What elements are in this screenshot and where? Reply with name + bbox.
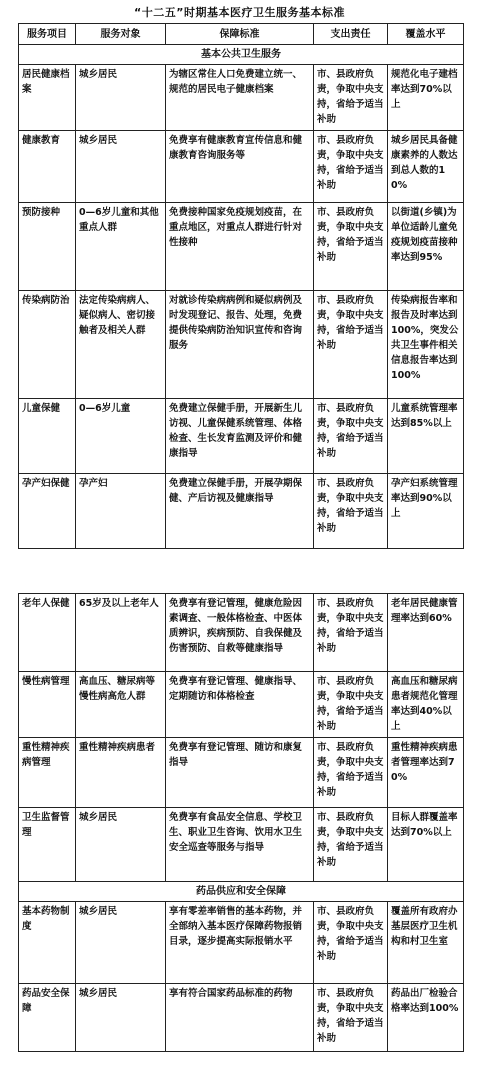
cell-responsibility: 市、县政府负责，争取中央支持，省给予适当补助 — [314, 738, 388, 808]
cell-item: 健康教育 — [19, 131, 76, 203]
cell-standard: 享有零差率销售的基本药物，并全部纳入基本医疗保障药物报销目录，逐步提高实际报销水平 — [166, 902, 314, 984]
cell-target: 城乡居民 — [76, 984, 166, 1052]
cell-coverage: 目标人群覆盖率达到70%以上 — [388, 808, 464, 882]
cell-item: 药品安全保障 — [19, 984, 76, 1052]
cell-responsibility: 市、县政府负责，争取中央支持，省给予适当补助 — [314, 291, 388, 399]
cell-responsibility: 市、县政府负责，争取中央支持，省给予适当补助 — [314, 474, 388, 549]
section-row — [19, 882, 464, 902]
cell-coverage: 重性精神疾病患者管理率达到70% — [388, 738, 464, 808]
table-row — [19, 131, 464, 203]
cell-target: 0—6岁儿童和其他重点人群 — [76, 203, 166, 291]
header-coverage: 覆盖水平 — [388, 24, 464, 45]
cell-coverage: 孕产妇系统管理率达到90%以上 — [388, 474, 464, 549]
cell-item: 慢性病管理 — [19, 672, 76, 738]
cell-item: 基本药物制度 — [19, 902, 76, 984]
cell-target: 城乡居民 — [76, 808, 166, 882]
cell-item: 卫生监督管理 — [19, 808, 76, 882]
header-row — [19, 24, 464, 45]
cell-standard: 免费建立保健手册，开展孕期保健、产后访视及健康指导 — [166, 474, 314, 549]
cell-coverage: 儿童系统管理率达到85%以上 — [388, 399, 464, 474]
cell-standard: 免费享有健康教育宣传信息和健康教育咨询服务等 — [166, 131, 314, 203]
standards-table-part2 — [18, 593, 464, 1052]
header-responsibility: 支出责任 — [314, 24, 388, 45]
cell-responsibility: 市、县政府负责，争取中央支持，省给予适当补助 — [314, 808, 388, 882]
cell-standard: 为辖区常住人口免费建立统一、规范的居民电子健康档案 — [166, 65, 314, 131]
cell-item: 老年人保健 — [19, 594, 76, 672]
cell-responsibility: 市、县政府负责，争取中央支持，省给予适当补助 — [314, 672, 388, 738]
cell-target: 法定传染病病人、疑似病人、密切接触者及相关人群 — [76, 291, 166, 399]
cell-item: 重性精神疾病管理 — [19, 738, 76, 808]
table-row — [19, 738, 464, 808]
cell-standard: 免费享有登记管理，健康危险因素调查、一般体格检查、中医体质辨识，疾病预防、自我保健及伤害预防、自救等健康指导 — [166, 594, 314, 672]
cell-responsibility: 市、县政府负责，争取中央支持，省给予适当补助 — [314, 594, 388, 672]
cell-target: 65岁及以上老年人 — [76, 594, 166, 672]
table-row — [19, 291, 464, 399]
table-row — [19, 594, 464, 672]
table-row — [19, 65, 464, 131]
cell-standard: 免费享有食品安全信息、学校卫生、职业卫生咨询、饮用水卫生安全巡查等服务与指导 — [166, 808, 314, 882]
section-title: 药品供应和安全保障 — [19, 882, 464, 902]
cell-target: 重性精神疾病患者 — [76, 738, 166, 808]
cell-target: 高血压、糖尿病等慢性病高危人群 — [76, 672, 166, 738]
cell-responsibility: 市、县政府负责，争取中央支持，省给予适当补助 — [314, 399, 388, 474]
cell-standard: 免费享有登记管理、随访和康复指导 — [166, 738, 314, 808]
cell-target: 孕产妇 — [76, 474, 166, 549]
cell-coverage: 高血压和糖尿病患者规范化管理率达到40%以上 — [388, 672, 464, 738]
cell-responsibility: 市、县政府负责，争取中央支持，省给予适当补助 — [314, 131, 388, 203]
cell-item: 传染病防治 — [19, 291, 76, 399]
cell-coverage: 传染病报告率和报告及时率达到100%，突发公共卫生事件相关信息报告率达到100% — [388, 291, 464, 399]
cell-standard: 对就诊传染病病例和疑似病例及时发现登记、报告、处理，免费提供传染病防治知识宣传和咨询服务 — [166, 291, 314, 399]
cell-responsibility: 市、县政府负责，争取中央支持，省给予适当补助 — [314, 984, 388, 1052]
cell-coverage: 覆盖所有政府办基层医疗卫生机构和村卫生室 — [388, 902, 464, 984]
cell-standard: 享有符合国家药品标准的药物 — [166, 984, 314, 1052]
cell-coverage: 药品出厂检验合格率达到100% — [388, 984, 464, 1052]
section-title: 基本公共卫生服务 — [19, 45, 464, 65]
cell-responsibility: 市、县政府负责，争取中央支持，省给予适当补助 — [314, 902, 388, 984]
cell-coverage: 城乡居民具备健康素养的人数达到总人数的10% — [388, 131, 464, 203]
cell-standard: 免费建立保健手册，开展新生儿访视、儿童保健系统管理、体格检查、生长发育监测及评价和健康指导 — [166, 399, 314, 474]
cell-target: 城乡居民 — [76, 65, 166, 131]
cell-standard: 免费接种国家免疫规划疫苗，在重点地区，对重点人群进行针对性接种 — [166, 203, 314, 291]
cell-coverage: 以街道(乡镇)为单位适龄儿童免疫规划疫苗接种率达到95% — [388, 203, 464, 291]
table-row — [19, 808, 464, 882]
cell-responsibility: 市、县政府负责，争取中央支持，省给予适当补助 — [314, 203, 388, 291]
cell-item: 儿童保健 — [19, 399, 76, 474]
cell-standard: 免费享有登记管理、健康指导、定期随访和体格检查 — [166, 672, 314, 738]
cell-item: 居民健康档案 — [19, 65, 76, 131]
cell-coverage: 老年居民健康管理率达到60% — [388, 594, 464, 672]
table-row — [19, 203, 464, 291]
standards-table-part1 — [18, 23, 464, 549]
table-row — [19, 474, 464, 549]
document-title: “十二五”时期基本医疗卫生服务基本标准 — [134, 6, 345, 19]
table-row — [19, 672, 464, 738]
cell-responsibility: 市、县政府负责，争取中央支持，省给予适当补助 — [314, 65, 388, 131]
cell-target: 0—6岁儿童 — [76, 399, 166, 474]
cell-item: 孕产妇保健 — [19, 474, 76, 549]
cell-item: 预防接种 — [19, 203, 76, 291]
cell-target: 城乡居民 — [76, 131, 166, 203]
table-row — [19, 902, 464, 984]
cell-target: 城乡居民 — [76, 902, 166, 984]
header-standard: 保障标准 — [166, 24, 314, 45]
cell-coverage: 规范化电子建档率达到70%以上 — [388, 65, 464, 131]
table-row — [19, 399, 464, 474]
header-target: 服务对象 — [76, 24, 166, 45]
header-item: 服务项目 — [19, 24, 76, 45]
section-row — [19, 45, 464, 65]
table-row — [19, 984, 464, 1052]
